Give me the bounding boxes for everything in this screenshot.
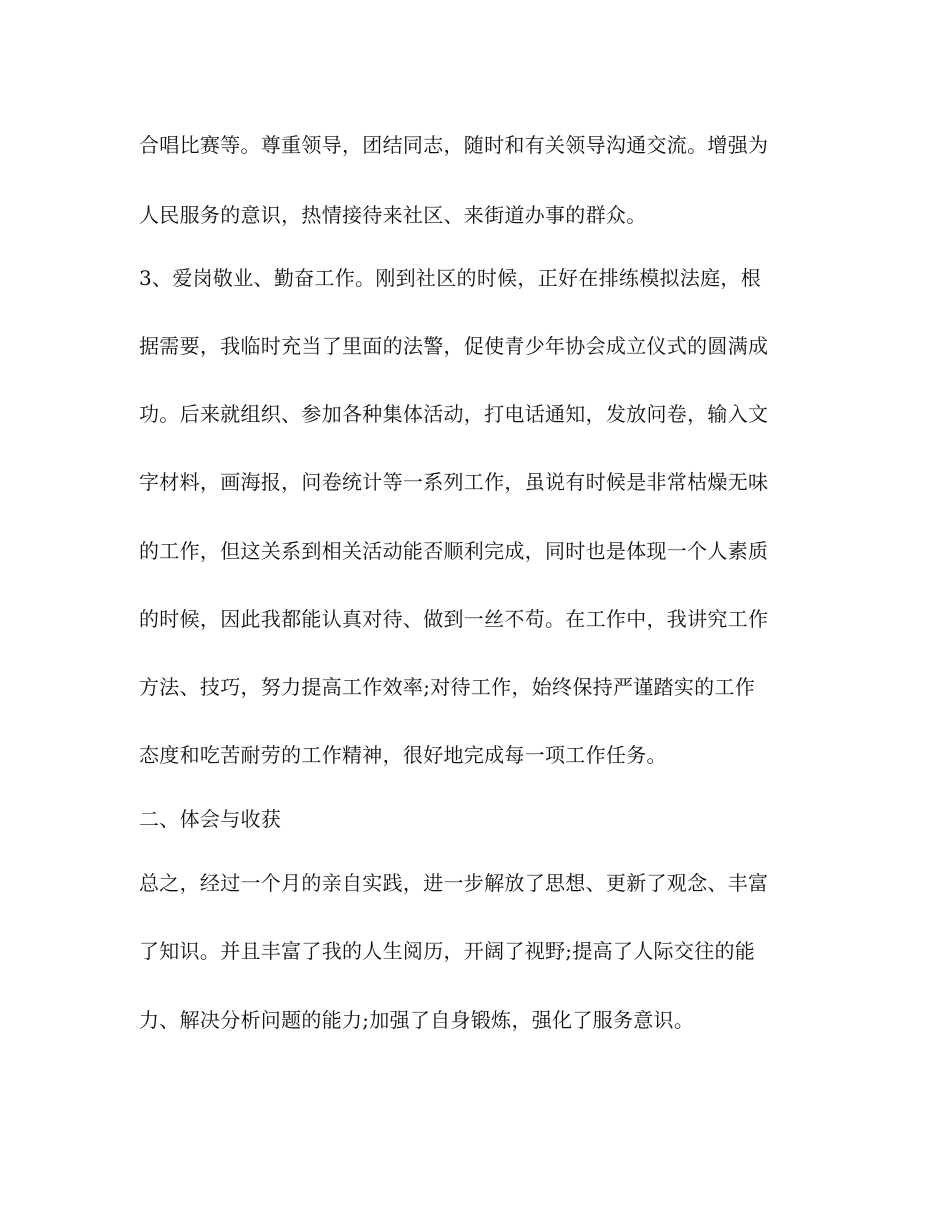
text-line: 力、解决分析问题的能力;加强了自身锻炼，强化了服务意识。 (139, 1008, 695, 1032)
text-line: 总之，经过一个月的亲自实践，进一步解放了思想、更新了观念、丰富 (139, 871, 769, 895)
text-line: 合唱比赛等。尊重领导，团结同志，随时和有关领导沟通交流。增强为 (139, 133, 769, 157)
text-line: 功。后来就组织、参加各种集体活动，打电话通知，发放问卷，输入文 (139, 402, 769, 426)
text-line: 3、爱岗敬业、勤奋工作。刚到社区的时候，正好在排练模拟法庭，根 (139, 266, 762, 290)
section-heading: 二、体会与收获 (139, 807, 282, 831)
text-line: 的工作，但这关系到相关活动能否顺利完成，同时也是体现一个人素质 (139, 539, 769, 563)
text-line: 了知识。并且丰富了我的人生阅历，开阔了视野;提高了人际交往的能 (139, 939, 756, 963)
text-line: 人民服务的意识，热情接待来社区、来街道办事的群众。 (139, 203, 647, 227)
text-line: 态度和吃苦耐劳的工作精神，很好地完成每一项工作任务。 (139, 743, 667, 767)
text-line: 据需要，我临时充当了里面的法警，促使青少年协会成立仪式的圆满成 (139, 334, 769, 358)
text-line: 方法、技巧，努力提高工作效率;对待工作，始终保持严谨踏实的工作 (139, 675, 756, 699)
text-line: 字材料，画海报，问卷统计等一系列工作，虽说有时候是非常枯燥无味 (139, 470, 769, 494)
text-line: 的时候，因此我都能认真对待、做到一丝不苟。在工作中，我讲究工作 (139, 607, 769, 631)
